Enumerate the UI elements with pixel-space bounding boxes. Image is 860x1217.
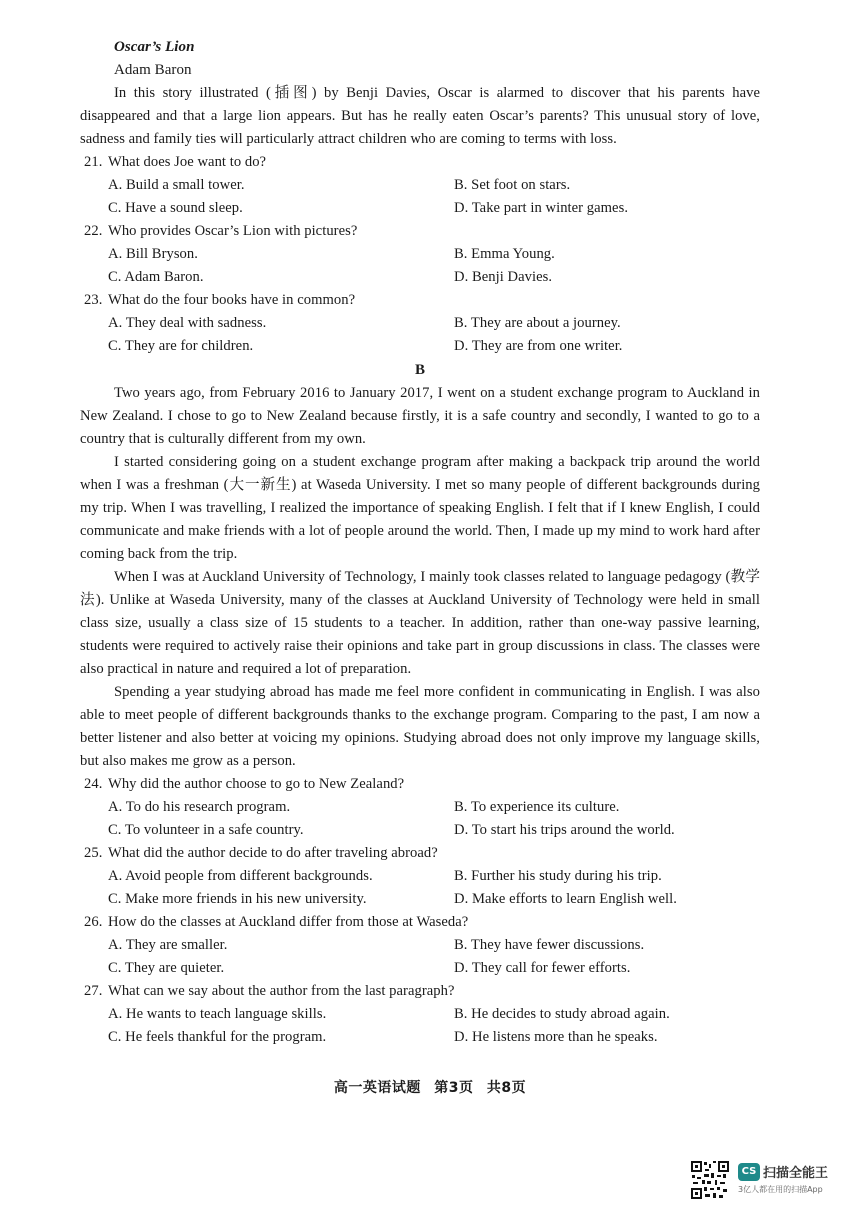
option-c[interactable]: C. Adam Baron. [108, 269, 204, 285]
footer-exam-title: 高一英语试题 [333, 1080, 421, 1096]
scanner-watermark [690, 1160, 850, 1204]
question-21 [84, 151, 760, 174]
passage-paragraph: I started considering going on a student exchange program after making a backpack trip around the world when I was a freshman (大一新生) at Waseda University. I met so many people of different backgrounds during my trip. When I was travelling, I realized the importance of speaking English. I felt that if I knew English, I could communicate and make friends with a lot of people around the world. Then, I made up my mind to work hard after coming back from the trip. [80, 454, 760, 562]
question-26 [84, 911, 760, 934]
option-b[interactable]: B. Set foot on stars. [454, 177, 571, 193]
question-stem: What can we say about the author from the last paragraph? [108, 983, 455, 999]
option-d[interactable]: D. They call for fewer efforts. [454, 960, 631, 976]
question-stem: What does Joe want to do? [108, 154, 267, 170]
question-number: 23. [84, 292, 103, 308]
option-c[interactable]: C. He feels thankful for the program. [108, 1029, 327, 1045]
option-c[interactable]: C. They are for children. [108, 338, 254, 354]
question-23 [84, 289, 760, 312]
passage-paragraph: Spending a year studying abroad has made me feel more confident in communicating in English. I was also able to meet people of different backgrounds thanks to the exchange program. Comparing to the past, I am now a better listener and also better at voicing my opinions. Studying abroad does not only improve my language skills, but also makes me grow as a person. [80, 684, 760, 769]
scanner-tagline: 3亿人都在用的扫描App [738, 1185, 823, 1194]
question-number: 26. [84, 914, 103, 930]
option-a[interactable]: A. To do his research program. [108, 799, 291, 815]
question-23-options [108, 312, 760, 358]
question-22-options [108, 243, 760, 289]
section-heading: B [414, 362, 426, 378]
option-b[interactable]: B. Further his study during his trip. [454, 868, 662, 884]
option-a[interactable]: A. Build a small tower. [108, 177, 245, 193]
scanner-brand-name: 扫描全能王 [763, 1166, 829, 1181]
option-a[interactable]: A. They are smaller. [108, 937, 228, 953]
option-c[interactable]: C. They are quieter. [108, 960, 225, 976]
question-25-options [108, 865, 760, 911]
question-block-b [80, 773, 760, 1049]
question-stem: What did the author decide to do after traveling abroad? [108, 845, 438, 861]
question-number: 21. [84, 154, 103, 170]
footer-total-pages: 共8页 [486, 1080, 527, 1096]
question-stem: What do the four books have in common? [108, 292, 356, 308]
question-25 [84, 842, 760, 865]
question-block-a [80, 151, 760, 358]
question-27 [84, 980, 760, 1003]
option-a[interactable]: A. Bill Bryson. [108, 246, 198, 262]
option-a[interactable]: A. He wants to teach language skills. [108, 1006, 327, 1022]
question-27-options [108, 1003, 760, 1049]
option-b[interactable]: B. They have fewer discussions. [454, 937, 645, 953]
passage-paragraph: Two years ago, from February 2016 to January 2017, I went on a student exchange program to Auckland in New Zealand. I chose to go to New Zealand because firstly, it is a safe country and secondly, I wanted to go to a country that is culturally different from my own. [80, 385, 760, 447]
option-b[interactable]: B. Emma Young. [454, 246, 555, 262]
question-22 [84, 220, 760, 243]
option-b[interactable]: B. To experience its culture. [454, 799, 620, 815]
option-b[interactable]: B. They are about a journey. [454, 315, 621, 331]
page-content [80, 36, 760, 1049]
option-d[interactable]: D. Take part in winter games. [454, 200, 629, 216]
question-number: 25. [84, 845, 103, 861]
book-description: In this story illustrated (插图) by Benji Davies, Oscar is alarmed to discover that his parents have disappeared and that a large lion appears. But has he really eaten Oscar’s parents? This unusual story of love, sadness and family ties will particularly attract children who are coming to terms with loss. [80, 85, 760, 147]
question-stem: Why did the author choose to go to New Zealand? [108, 776, 405, 792]
book-title: Oscar’s Lion [114, 39, 195, 55]
page-footer [0, 1077, 860, 1097]
footer-page-number: 第3页 [434, 1080, 474, 1096]
option-d[interactable]: D. They are from one writer. [454, 338, 623, 354]
option-b[interactable]: B. He decides to study abroad again. [454, 1006, 670, 1022]
question-stem: How do the classes at Auckland differ from those at Waseda? [108, 914, 469, 930]
question-stem: Who provides Oscar’s Lion with pictures? [108, 223, 358, 239]
question-26-options [108, 934, 760, 980]
camscanner-logo: CS [738, 1163, 760, 1181]
question-number: 22. [84, 223, 103, 239]
option-c[interactable]: C. Have a sound sleep. [108, 200, 243, 216]
passage-paragraph: When I was at Auckland University of Technology, I mainly took classes related to language pedagogy (教学法). Unlike at Waseda University, many of the classes at Auckland University of Technology were held in small class size, usually a class size of 15 students to a teacher. In addition, rather than one-way passive learning, students were required to actively raise their opinions and take part in group discussions in class. The classes were also practical in nature and required a lot of preparation. [80, 569, 760, 677]
option-a[interactable]: A. They deal with sadness. [108, 315, 267, 331]
question-21-options [108, 174, 760, 220]
option-c[interactable]: C. To volunteer in a safe country. [108, 822, 304, 838]
option-a[interactable]: A. Avoid people from different backgrounds. [108, 868, 373, 884]
question-24 [84, 773, 760, 796]
option-d[interactable]: D. He listens more than he speaks. [454, 1029, 658, 1045]
book-author: Adam Baron [114, 62, 192, 78]
qr-code-icon [690, 1160, 730, 1200]
option-d[interactable]: D. Benji Davies. [454, 269, 553, 285]
option-d[interactable]: D. Make efforts to learn English well. [454, 891, 677, 907]
question-number: 27. [84, 983, 103, 999]
option-d[interactable]: D. To start his trips around the world. [454, 822, 675, 838]
question-24-options [108, 796, 760, 842]
option-c[interactable]: C. Make more friends in his new university. [108, 891, 367, 907]
question-number: 24. [84, 776, 103, 792]
